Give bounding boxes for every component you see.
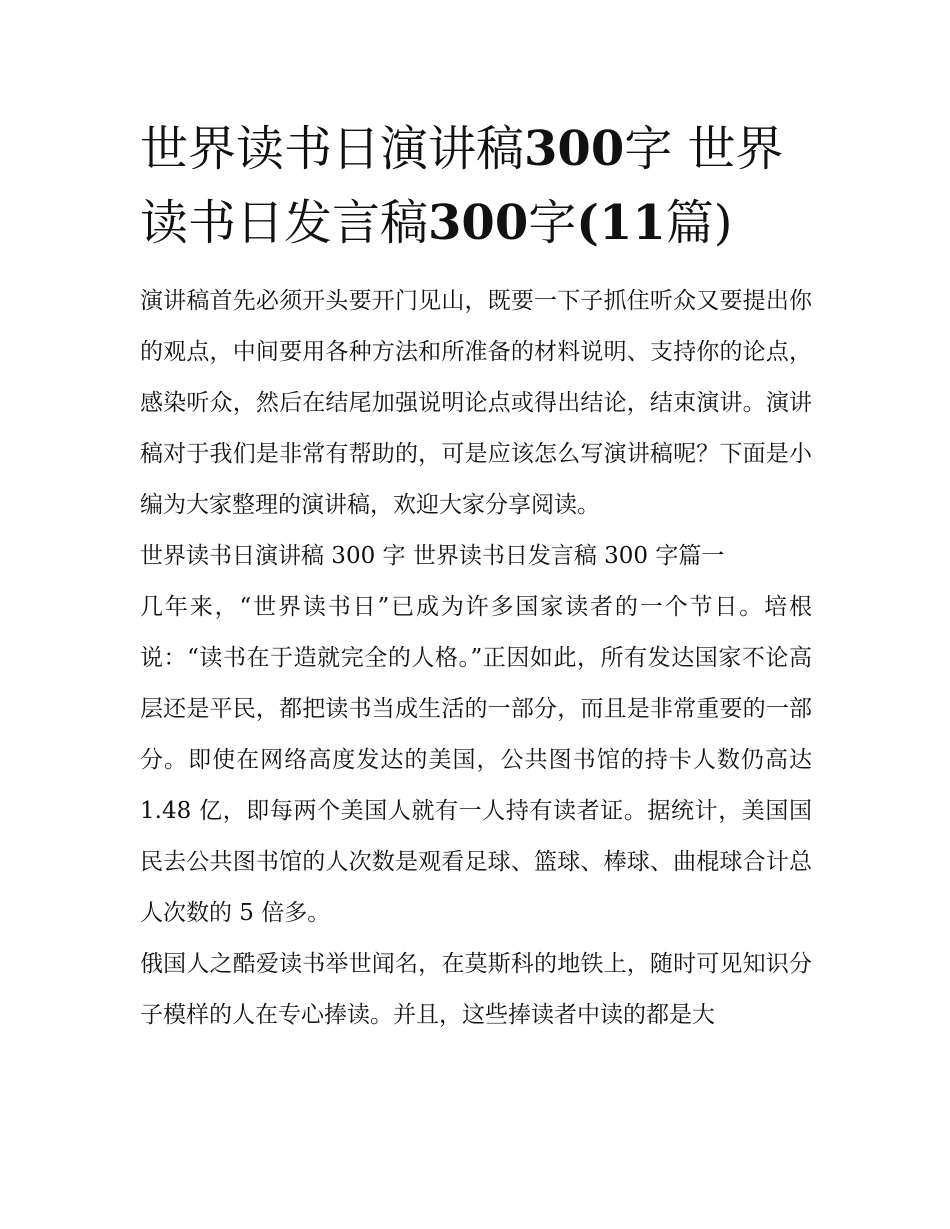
body-paragraph-2: 俄国人之酷爱读书举世闻名，在莫斯科的地铁上，随时可见知识分子模样的人在专心捧读。并且，这些捧读者中读的都是大 [140,951,812,1028]
section-heading: 世界读书日演讲稿 300 字 世界读书日发言稿 300 字篇一 [140,543,725,569]
title-part-3: 字 [528,195,577,251]
body-paragraph-1: 几年来，“世界读书日”已成为许多国家读者的一个节日。培根说：“读书在于造就完全的人格。”正因如此，所有发达国家不论高层还是平民，都把读书当成生活的一部分，而且是非常重要的一部分。即使在网络高度发达的美国，公共图书馆的持卡人数仍高达 1.48 亿，即每两个美国人就有一人持有读者证。据统计，美国国民去公共图书馆的人次数是观看足球、篮球、棒球、曲棍球合计总人次数的 5 倍多。 [140,594,812,926]
title-part-2: 字 世界读书日发言稿 [140,121,784,251]
title-number-1: 300 [524,121,625,177]
intro-paragraph: 演讲稿首先必须开头要开门见山，既要一下子抓住听众又要提出你的观点，中间要用各种方法和所准备的材料说明、支持你的论点，感染听众，然后在结尾加强说明论点或得出结论，结束演讲。演讲稿对于我们是非常有帮助的，可是应该怎么写演讲稿呢？下面是小编为大家整理的演讲稿，欢迎大家分享阅读。 [140,288,812,518]
title-part-4: (11 [576,195,666,251]
document-body [140,276,812,1041]
page-title [140,112,820,260]
title-number-2: 300 [428,195,529,251]
title-part-5: 篇) [665,195,733,251]
title-part-1: 世界读书日演讲稿 [140,121,525,177]
